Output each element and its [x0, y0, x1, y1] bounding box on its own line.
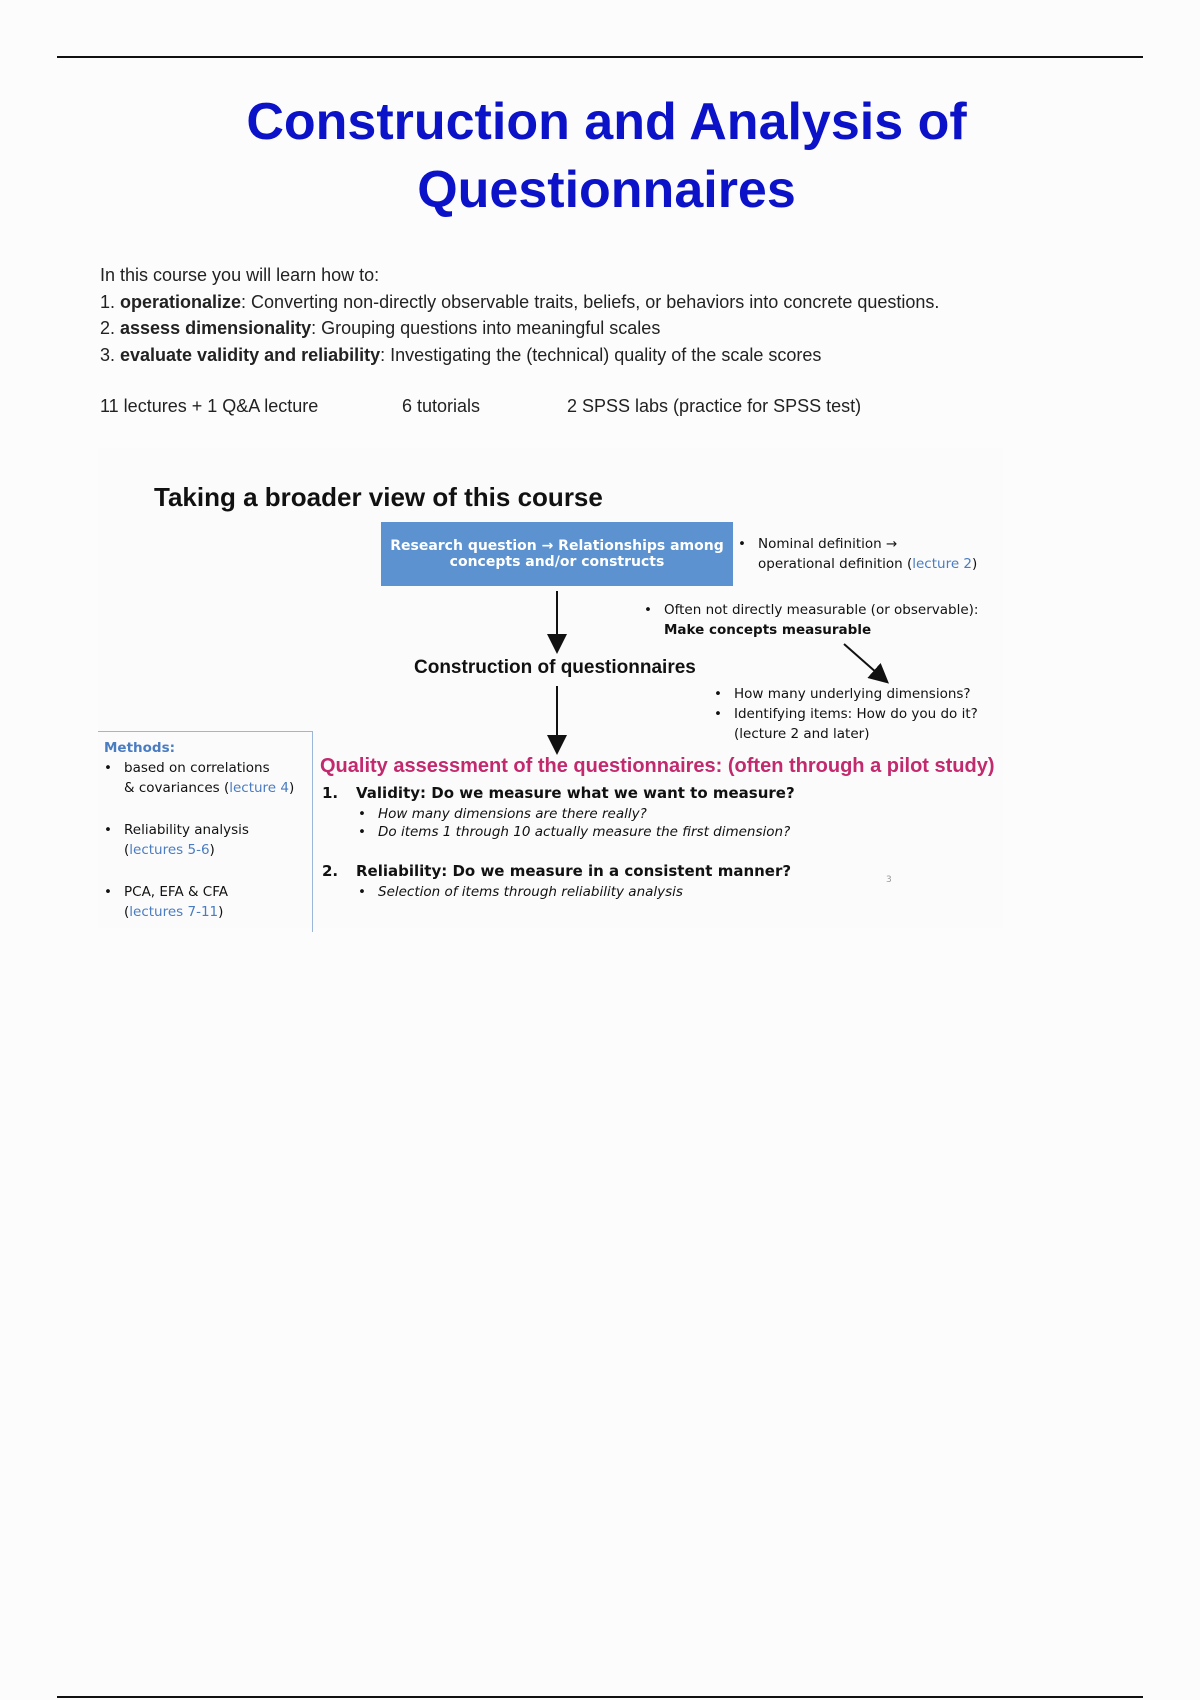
- methods-item-2: [104, 820, 249, 860]
- rq-box-line-1: Research question → Relationships among: [390, 538, 724, 554]
- method-1-line-1: based on correlations: [124, 760, 270, 776]
- slide-title: Taking a broader view of this course: [154, 482, 603, 512]
- intro-item-1: [100, 289, 939, 316]
- reliability-heading: Reliability: Do we measure in a consistent manner?: [356, 862, 792, 880]
- method-3-line-2: (: [124, 904, 130, 920]
- nominal-line-2-end: ): [972, 556, 978, 572]
- item-term: assess dimensionality: [120, 318, 312, 338]
- construction-label: Construction of questionnaires: [414, 657, 696, 678]
- item-desc: : Converting non-directly observable traits, beliefs, or behaviors into concrete questions.: [241, 291, 940, 312]
- labs-count: 2 SPSS labs (practice for SPSS test): [567, 396, 862, 416]
- slide-page-number: 3: [886, 875, 892, 885]
- intro-item-2: [100, 315, 939, 342]
- bullet-icon: •: [104, 822, 112, 838]
- top-rule: [57, 56, 1143, 58]
- bullet-icon: •: [714, 686, 722, 702]
- method-1-line-2: & covariances (: [124, 780, 230, 796]
- method-2-line-2: (: [124, 842, 130, 858]
- methods-title: Methods:: [104, 740, 176, 756]
- bullet-icon: •: [104, 884, 112, 900]
- lectures-count: 11 lectures + 1 Q&A lecture: [100, 396, 319, 416]
- arrow-diagonal-icon: [844, 644, 886, 681]
- item-term: operationalize: [120, 291, 242, 312]
- item-number: 1.: [100, 291, 121, 312]
- bullet-icon: •: [738, 536, 746, 552]
- intro-lead: In this course you will learn how to:: [100, 265, 380, 285]
- reliability-number: 2.: [322, 862, 339, 880]
- method-3-line-1: PCA, EFA & CFA: [124, 884, 228, 900]
- dimensions-line-1: How many underlying dimensions?: [734, 686, 971, 702]
- intro-section: [100, 262, 939, 368]
- method-3-line-2-end: ): [218, 904, 224, 920]
- validity-heading: Validity: Do we measure what we want to measure?: [356, 784, 795, 802]
- lecture-ref-link: lectures 7-11: [129, 904, 219, 920]
- validity-sub-2: Do items 1 through 10 actually measure the first dimension?: [378, 824, 791, 840]
- bullet-icon: •: [358, 824, 366, 840]
- lecture-ref-link: lecture 4: [229, 780, 289, 796]
- reliability-sub-1: Selection of items through reliability analysis: [378, 884, 683, 900]
- method-2-line-1: Reliability analysis: [124, 822, 249, 838]
- measurable-line-1: Often not directly measurable (or observable):: [664, 602, 979, 618]
- tutorials-count: 6 tutorials: [402, 396, 481, 416]
- bullet-icon: •: [358, 806, 366, 822]
- lecture-ref-link: lecture 2: [912, 556, 973, 572]
- item-term: evaluate validity and reliability: [120, 344, 381, 365]
- bullet-icon: •: [104, 760, 112, 776]
- item-number: 2.: [100, 318, 121, 338]
- bullet-icon: •: [644, 602, 652, 618]
- bullet-icon: •: [358, 884, 366, 900]
- lecture-ref-link: lectures 5-6: [129, 842, 210, 858]
- validity-sub-1: How many dimensions are there really?: [378, 806, 647, 822]
- methods-item-1: [104, 758, 294, 798]
- intro-item-3: [100, 342, 939, 369]
- page-title: [0, 88, 1200, 224]
- measurable-line-2: Make concepts measurable: [664, 622, 872, 638]
- rq-box-line-2: concepts and/or constructs: [449, 554, 665, 570]
- dimensions-line-3: (lecture 2 and later): [734, 726, 870, 742]
- item-desc: : Investigating the (technical) quality of the scale scores: [380, 344, 822, 365]
- reliability-section: [322, 862, 791, 900]
- method-1-line-2-end: ): [289, 780, 295, 796]
- bottom-rule: [57, 1696, 1143, 1698]
- method-2-line-2-end: ): [209, 842, 215, 858]
- quality-assessment-title: Quality assessment of the questionnaires: (often through a pilot study): [320, 755, 995, 777]
- item-number: 3.: [100, 344, 121, 365]
- dimensions-line-2: Identifying items: How do you do it?: [734, 706, 978, 722]
- title-line-1: Construction and Analysis of: [246, 93, 967, 151]
- bullet-icon: •: [714, 706, 722, 722]
- nominal-line-1: Nominal definition →: [758, 536, 898, 552]
- methods-panel: [98, 731, 313, 932]
- course-overview-slide: [98, 448, 1003, 928]
- validity-number: 1.: [322, 784, 339, 802]
- validity-section: [322, 784, 795, 840]
- title-line-2: Questionnaires: [417, 161, 796, 219]
- item-desc: : Grouping questions into meaningful scales: [311, 318, 661, 338]
- nominal-line-2: operational definition (: [758, 556, 913, 572]
- methods-item-3: [104, 882, 228, 922]
